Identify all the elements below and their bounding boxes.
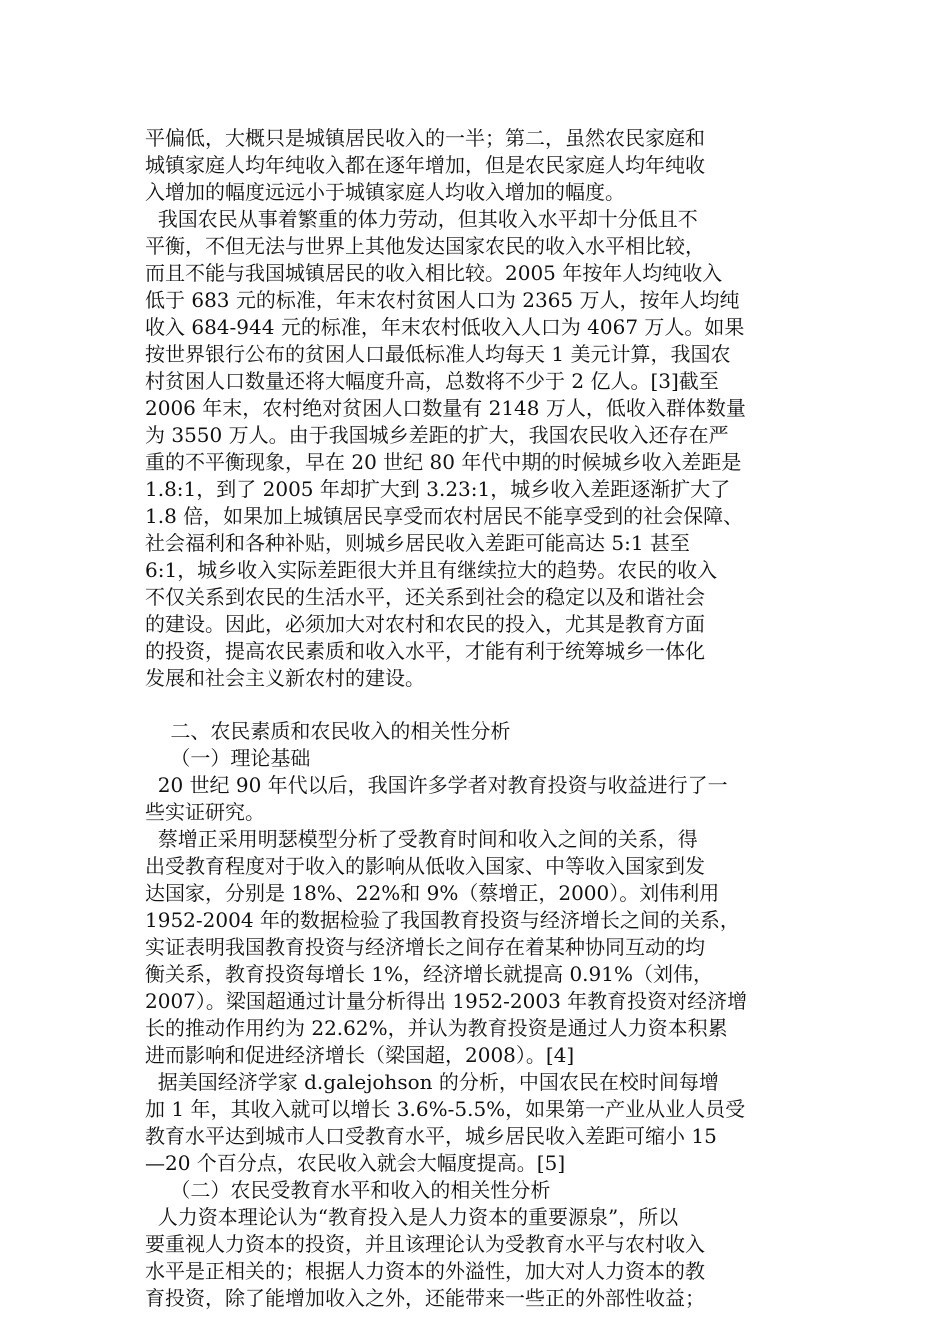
text-line: 城镇家庭人均年纯收入都在逐年增加，但是农民家庭人均年纯收 — [145, 153, 705, 177]
text-line: 加 1 年，其收入就可以增长 3.6%-5.5%，如果第一产业从业人员受 — [145, 1097, 746, 1121]
text-line: 村贫困人口数量还将大幅度升高，总数将不少于 2 亿人。[3]截至 — [145, 369, 719, 393]
text-line: 而且不能与我国城镇居民的收入相比较。2005 年按年人均纯收入 — [145, 261, 723, 285]
text-line: 水平是正相关的；根据人力资本的外溢性，加大对人力资本的教 — [145, 1259, 705, 1283]
text-line: 实证表明我国教育投资与经济增长之间存在着某种协同互动的均 — [145, 935, 705, 959]
text-line: 教育水平达到城市人口受教育水平，城乡居民收入差距可缩小 15 — [145, 1124, 717, 1148]
text-line: 衡关系，教育投资每增长 1%，经济增长就提高 0.91%（刘伟， — [145, 962, 713, 986]
text-line: 1.8:1，到了 2005 年却扩大到 3.23:1，城乡收入差距逐渐扩大了 — [145, 477, 731, 501]
section-heading: 二、农民素质和农民收入的相关性分析 — [145, 719, 511, 743]
text-line: 的建设。因此，必须加大对农村和农民的投入，尤其是教育方面 — [145, 612, 705, 636]
text-line: 要重视人力资本的投资，并且该理论认为受教育水平与农村收入 — [145, 1232, 705, 1256]
text-line: —20 个百分点，农民收入就会大幅度提高。[5] — [145, 1151, 566, 1175]
text-line: 为 3550 万人。由于我国城乡差距的扩大，我国农民收入还存在严 — [145, 423, 729, 447]
text-line: 不仅关系到农民的生活水平，还关系到社会的稳定以及和谐社会 — [145, 585, 705, 609]
text-line: 平偏低，大概只是城镇居民收入的一半；第二，虽然农民家庭和 — [145, 126, 705, 150]
text-line: 据美国经济学家 d.galejohson 的分析，中国农民在校时间每增 — [145, 1070, 719, 1094]
text-line: 2006 年末，农村绝对贫困人口数量有 2148 万人，低收入群体数量 — [145, 396, 746, 420]
text-line: 6:1，城乡收入实际差距很大并且有继续拉大的趋势。农民的收入 — [145, 558, 718, 582]
text-line: 出受教育程度对于收入的影响从低收入国家、中等收入国家到发 — [145, 854, 705, 878]
subsection-heading: （一）理论基础 — [145, 746, 311, 770]
text-line: 入增加的幅度远远小于城镇家庭人均收入增加的幅度。 — [145, 180, 625, 204]
text-line: 的投资，提高农民素质和收入水平，才能有利于统筹城乡一体化 — [145, 639, 705, 663]
text-line: 按世界银行公布的贫困人口最低标准人均每天 1 美元计算，我国农 — [145, 342, 731, 366]
text-line: 低于 683 元的标准，年末农村贫困人口为 2365 万人，按年人均纯 — [145, 288, 740, 312]
text-line: 1.8 倍，如果加上城镇居民享受而农村居民不能享受到的社会保障、 — [145, 504, 744, 528]
text-line: 1952-2004 年的数据检验了我国教育投资与经济增长之间的关系， — [145, 908, 740, 932]
text-line: 我国农民从事着繁重的体力劳动，但其收入水平却十分低且不 — [145, 207, 698, 231]
text-line: 些实证研究。 — [145, 800, 265, 824]
text-line: 重的不平衡现象，早在 20 世纪 80 年代中期的时候城乡收入差距是 — [145, 450, 742, 474]
text-line: 人力资本理论认为“教育投入是人力资本的重要源泉”，所以 — [145, 1205, 679, 1229]
text-line: 蔡增正采用明瑟模型分析了受教育时间和收入之间的关系，得 — [145, 827, 698, 851]
text-line: 20 世纪 90 年代以后，我国许多学者对教育投资与收益进行了一 — [145, 773, 728, 797]
text-line: 2007）。梁国超通过计量分析得出 1952-2003 年教育投资对经济增 — [145, 989, 748, 1013]
text-line: 达国家，分别是 18%、22%和 9%（蔡增正，2000）。刘伟利用 — [145, 881, 720, 905]
subsection-heading: （二）农民受教育水平和收入的相关性分析 — [145, 1178, 551, 1202]
text-line: 长的推动作用约为 22.62%，并认为教育投资是通过人力资本积累 — [145, 1016, 728, 1040]
text-line: 育投资，除了能增加收入之外，还能带来一些正的外部性收益； — [145, 1286, 705, 1310]
text-line: 社会福利和各种补贴，则城乡居民收入差距可能高达 5:1 甚至 — [145, 531, 690, 555]
text-line: 收入 684-944 元的标准，年末农村低收入人口为 4067 万人。如果 — [145, 315, 745, 339]
text-line: 进而影响和促进经济增长（梁国超，2008）。[4] — [145, 1043, 575, 1067]
text-line: 平衡，不但无法与世界上其他发达国家农民的收入水平相比较， — [145, 234, 705, 258]
text-line: 发展和社会主义新农村的建设。 — [145, 666, 425, 690]
